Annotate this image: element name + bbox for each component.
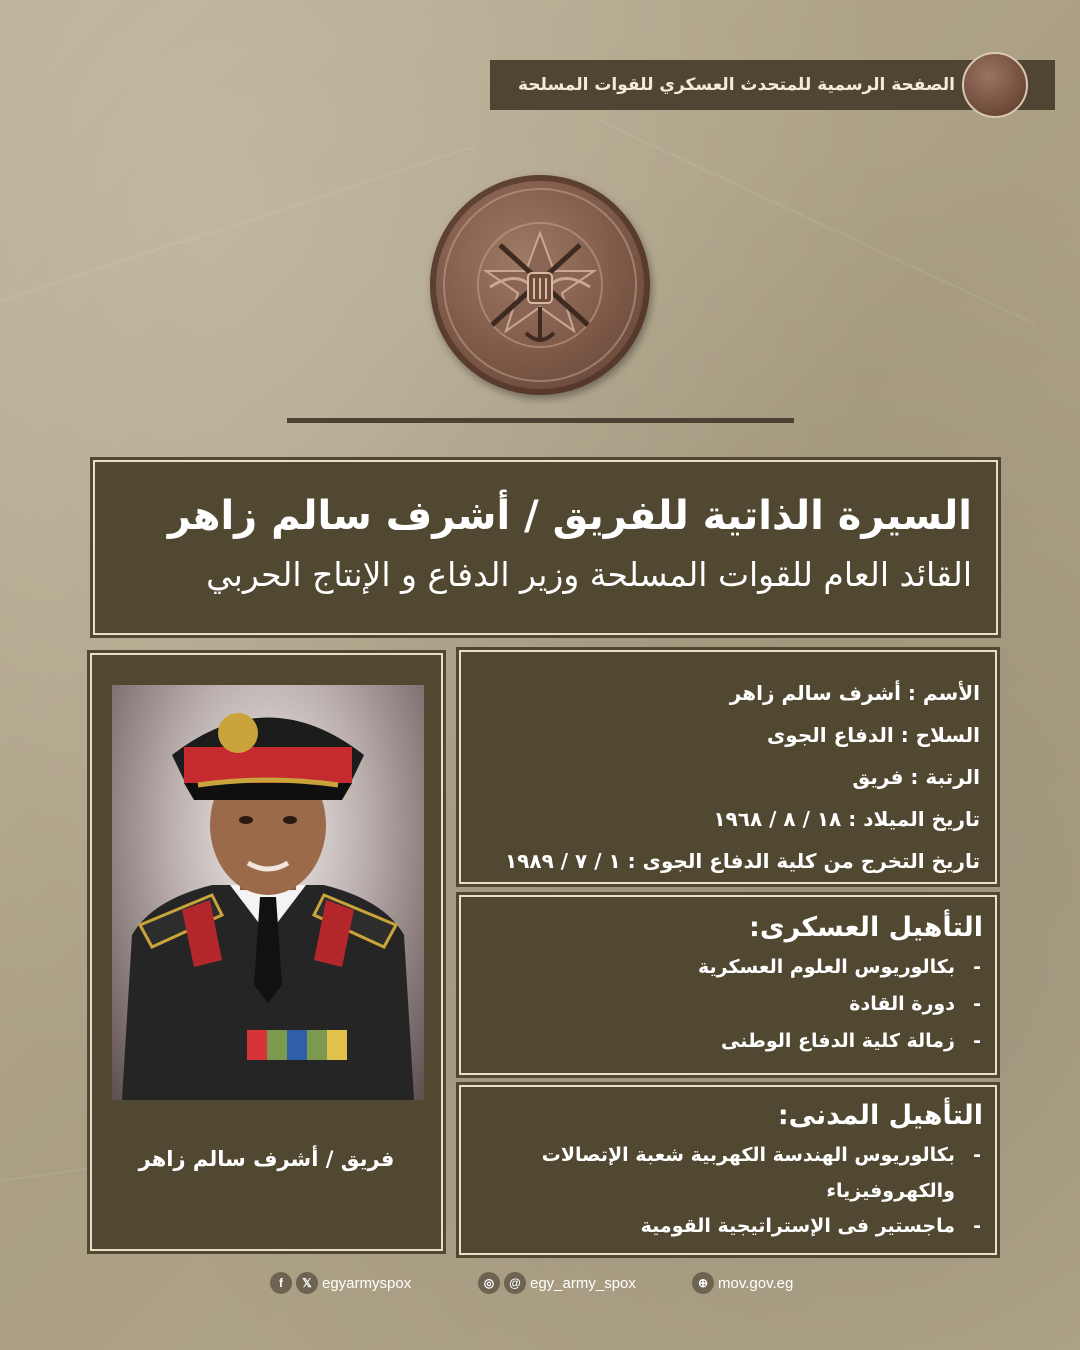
social-handle-egy-army-spox[interactable] [478,1272,636,1294]
x-icon[interactable]: 𝕏 [296,1272,318,1294]
threads-icon[interactable]: @ [504,1272,526,1294]
photo-panel [90,653,443,1251]
globe-icon[interactable]: ⊕ [692,1272,714,1294]
list-item: -بكالوريوس الهندسة الكهربية شعبة الإتصالات [541,1144,981,1166]
title-panel [93,460,998,635]
handle-text[interactable]: egyarmyspox [322,1274,412,1292]
military-qualifications-panel [459,895,997,1075]
site-text[interactable]: mov.gov.eg [718,1274,794,1292]
banner-title: الصفحة الرسمية للمتحدث العسكري للقوات المسلحة [518,75,955,95]
armed-forces-emblem-icon [430,175,650,395]
list-item: -ماجستير فى الإستراتيجية القومية [640,1215,981,1237]
info-birth-date: تاريخ الميلاد : ١٨ / ٨ / ١٩٦٨ [713,807,980,831]
info-branch: السلاح : الدفاع الجوى [766,723,980,747]
list-item: -دورة القادة [849,993,981,1015]
social-footer [0,1272,1080,1302]
info-name: الأسم : أشرف سالم زاهر [729,681,980,705]
list-item: -زمالة كلية الدفاع الوطنى [720,1030,981,1052]
page-title: السيرة الذاتية للفريق / أشرف سالم زاهر [167,493,972,539]
list-item-continuation: والكهروفيزياء [826,1180,955,1202]
paper-crease [0,146,476,302]
banner-emblem-icon [962,52,1028,118]
portrait-photo [112,685,424,1100]
page-subtitle: القائد العام للقوات المسلحة وزير الدفاع و الإنتاج الحربي [206,555,972,594]
paper-crease [600,120,1036,325]
website-link[interactable] [692,1272,793,1294]
handle-text[interactable]: egy_army_spox [530,1274,636,1292]
info-rank: الرتبة : فريق [852,765,980,789]
civil-qualifications-panel [459,1085,997,1255]
instagram-icon[interactable]: ◎ [478,1272,500,1294]
military-heading: التأهيل العسكرى: [749,912,983,943]
divider-line [287,418,794,423]
civil-heading: التأهيل المدنى: [777,1100,983,1131]
info-graduation-date: تاريخ التخرج من كلية الدفاع الجوى : ١ / ٧ / ١٩٨٩ [504,849,980,873]
social-handle-egyarmyspox[interactable] [270,1272,411,1294]
list-item: -بكالوريوس العلوم العسكرية [698,956,981,978]
personal-info-panel [459,650,997,884]
photo-caption: فريق / أشرف سالم زاهر [138,1147,395,1171]
facebook-icon[interactable]: f [270,1272,292,1294]
